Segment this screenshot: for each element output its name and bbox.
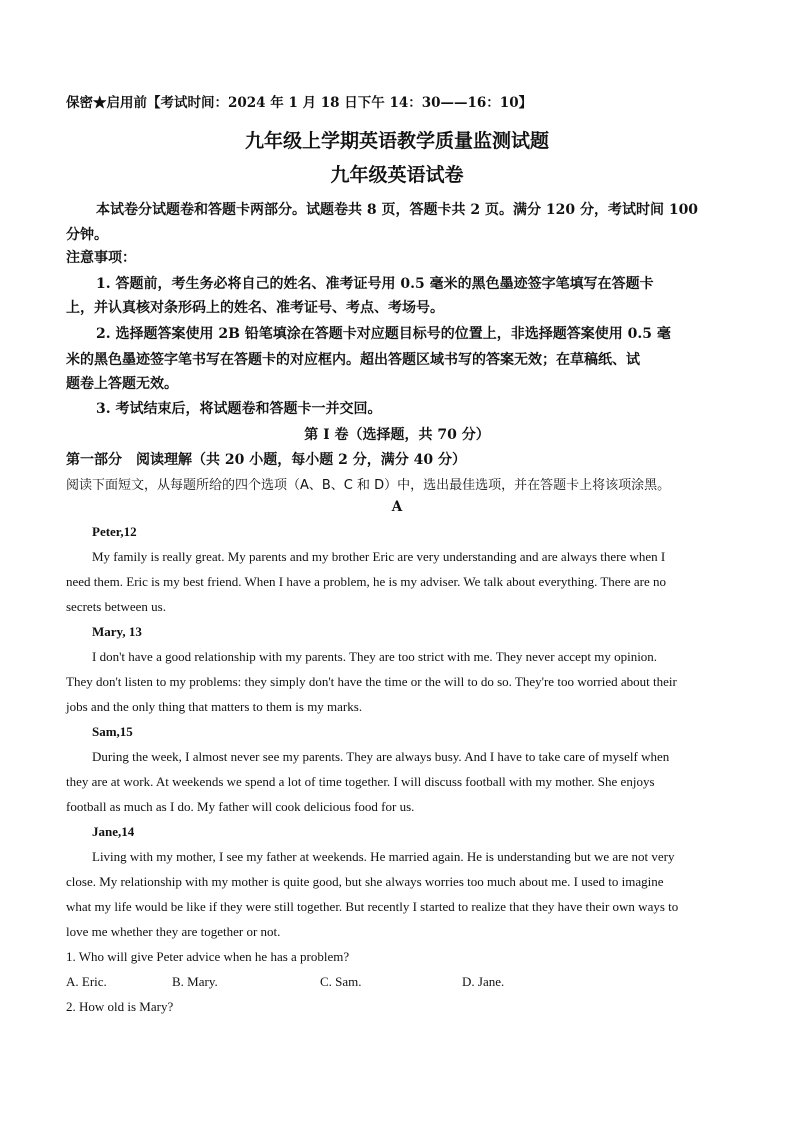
volume-heading: 第 I 卷（选择题，共 70 分） — [304, 427, 490, 443]
intro-line-1: 本试卷分试题卷和答题卡两部分。试题卷共 8 页，答题卡共 2 页。满分 120 分，考试时间 100 — [96, 202, 699, 218]
passage-line: love me whether they are together or not. — [66, 924, 281, 939]
notes-heading: 注意事项： — [66, 250, 136, 266]
intro-line-2: 分钟。 — [66, 227, 108, 243]
exam-subtitle: 九年级英语试卷 — [330, 164, 464, 186]
passage-line: During the week, I almost never see my parents. They are always busy. And I have to take care of myself when — [92, 749, 670, 764]
part1-instruction: 阅读下面短文，从每题所给的四个选项（A、B、C 和 D）中，选出最佳选项，并在答题卡上将该项涂黑。 — [66, 478, 671, 493]
question-2-stem: 2. How old is Mary? — [66, 999, 174, 1014]
section-a-label: A — [391, 499, 403, 515]
question-1-option-d: D. Jane. — [462, 974, 505, 989]
passage-line: They don't listen to my problems: they simply don't have the time or the will to do so. They're too worried about their — [66, 674, 677, 689]
passage-name-sam: Sam,15 — [92, 724, 133, 739]
passage-name-jane: Jane,14 — [92, 824, 135, 839]
note-1-line-2: 上，并认真核对条形码上的姓名、准考证号、考点、考场号。 — [66, 300, 444, 316]
passage-name-mary: Mary, 13 — [92, 624, 142, 639]
note-2-line-2: 米的黑色墨迹签字笔书写在答题卡的对应框内。超出答题区域书写的答案无效；在草稿纸、试 — [66, 352, 640, 368]
passage-line: jobs and the only thing that matters to them is my marks. — [66, 699, 363, 714]
confidential-header: 保密★启用前【考试时间：2024 年 1 月 18 日下午 14：30——16：10】 — [66, 95, 533, 111]
passage-name-peter: Peter,12 — [92, 524, 137, 539]
part1-heading: 第一部分 阅读理解（共 20 小题，每小题 2 分，满分 40 分） — [66, 452, 466, 468]
passage-line: Living with my mother, I see my father at weekends. He married again. He is understanding but we are not very — [92, 849, 675, 864]
passage-line: close. My relationship with my mother is quite good, but she always worries too much about me. I used to imagine — [66, 874, 664, 889]
passage-line: what my life would be like if they were still together. But recently I started to realize that they have their own ways to — [66, 899, 679, 914]
exam-title: 九年级上学期英语教学质量监测试题 — [244, 130, 549, 152]
note-2-line-3: 题卷上答题无效。 — [66, 376, 178, 392]
question-1-stem: 1. Who will give Peter advice when he has a problem? — [66, 949, 350, 964]
question-1-option-c: C. Sam. — [320, 974, 362, 989]
question-1-option-a: A. Eric. — [66, 974, 107, 989]
passage-line: they are at work. At weekends we spend a lot of time together. I will discuss football with my mother. She enjoys — [66, 774, 655, 789]
passage-line: secrets between us. — [66, 599, 166, 614]
question-1-option-b: B. Mary. — [172, 974, 218, 989]
passage-line: My family is really great. My parents and my brother Eric are very understanding and are always there when I — [92, 549, 666, 564]
note-3: 3. 考试结束后，将试题卷和答题卡一并交回。 — [96, 401, 382, 417]
passage-line: I don't have a good relationship with my parents. They are too strict with me. They never accept my opinion. — [92, 649, 658, 664]
passage-line: need them. Eric is my best friend. When I have a problem, he is my adviser. We talk about everything. There are no — [66, 574, 667, 589]
note-1-line-1: 1. 答题前，考生务必将自己的姓名、准考证号用 0.5 毫米的黑色墨迹签字笔填写在答题卡 — [96, 276, 654, 292]
passage-line: football as much as I do. My father will cook delicious food for us. — [66, 799, 415, 814]
note-2-line-1: 2. 选择题答案使用 2B 铅笔填涂在答题卡对应题目标号的位置上，非选择题答案使用 0.5 毫 — [96, 326, 671, 342]
